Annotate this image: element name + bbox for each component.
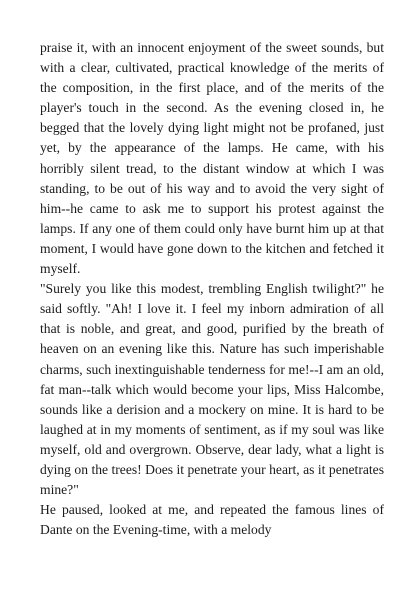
paragraph-3: He paused, looked at me, and repeated the famous lines of Dante on the Evening-time, with a melody [40,502,384,538]
paragraph-2: "Surely you like this modest, trembling English twilight?" he said softly. "Ah! I love it. I feel my inborn admiration of all that is noble, and great, and good, purified by the breath of heaven on an evening like this. Nature has such imperishable charms, such inextinguishable tenderness for me!--I am an old, fat man--talk which would become your lips, Miss Halcombe, sounds like a derision and a mockery on mine. It is hard to be laughed at in my moments of sentiment, as if my soul was like myself, old and overgrown. Observe, dear lady, what a light is dying on the trees! Does it penetrate your heart, as it penetrates mine?" [40,281,384,498]
paragraph-1: praise it, with an innocent enjoyment of the sweet sounds, but with a clear, cultivated, practical knowledge of the merits of the composition, in the first place, and of the merits of the player's touch in the second. As the evening closed in, he begged that the lovely dying light might not be profaned, just yet, by the appearance of the lamps. He came, with his horribly silent tread, to the distant window at which I was standing, to be out of his way and to avoid the very sight of him--he came to ask me to support his protest against the lamps. If any one of them could only have burnt him up at that moment, I would have gone down to the kitchen and fetched it myself. [40,40,384,277]
page-body [40,38,384,540]
